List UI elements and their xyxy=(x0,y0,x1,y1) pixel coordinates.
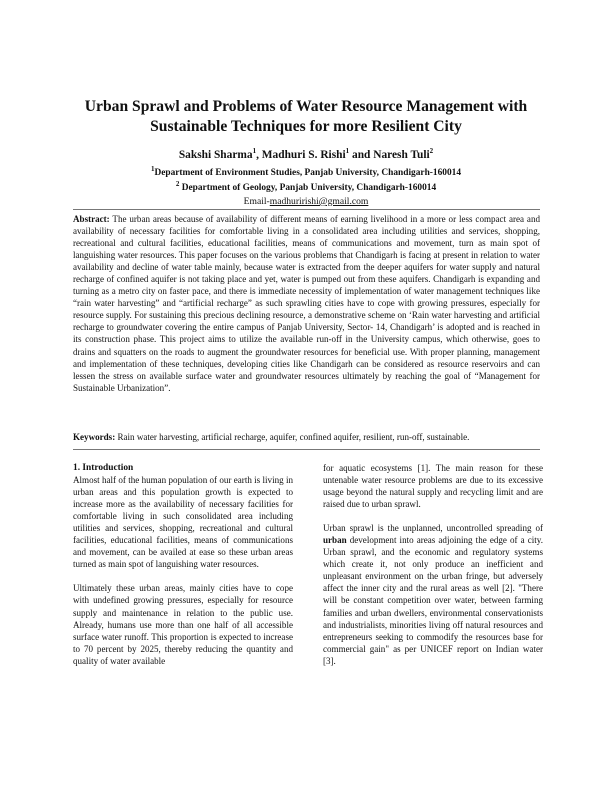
paragraph xyxy=(323,522,543,667)
abstract xyxy=(73,213,540,394)
author-separator: and xyxy=(349,148,374,161)
paragraph-text: Urban sprawl is the unplanned, uncontrolled spreading of xyxy=(323,523,543,534)
email-link[interactable]: madhuririshi@gmail.com xyxy=(269,196,369,207)
author-list xyxy=(60,147,552,161)
email-label: Email- xyxy=(243,196,270,207)
abstract-label: Abstract: xyxy=(73,214,110,224)
author-name: Sakshi Sharma xyxy=(178,148,253,161)
paragraph: Almost half of the human population of our earth is living in urban areas and this population growth is expected to increase more as the availability of necessary facilities for comfortable living in such consolidated area including utilities and services, shopping, recreational and cultural facilities, educational facilities, means of communications and movement, can be availed at ease so these urban areas turned as main spot of languishing water resources. xyxy=(73,475,293,570)
author-affiliation-mark: 2 xyxy=(429,147,434,155)
abstract-text: The urban areas because of availability of different means of earning livelihood in a more or less compact area and availability of necessary facilities for comfortable living in a consolidated area including utilities and services, shopping, recreational and cultural facilities, educational facilities, means of communications and movement, turn as main spot of languishing water resources. This paper focuses on the various problems that Chandigarh is facing at present in relation to water availability and decline of water table mainly, because water is extracted from the deeper aquifers for water supply and natural recharge of confined aquifer is not taking place and yet, water is pumped out from these aquifers. Chandigarh is expanding and turning as a metro city on faster pace, and there is immediate necessity of implementation of water management techniques like “rain water harvesting” and “artificial recharge” as such sprawling cities have to cope with growing pressures, especially for resource supply. For sustaining this precious declining resource, a demonstrative scheme on ‘Rain water harvesting and artificial recharge to groundwater covering the entire campus of Panjab University, Sector- 14, Chandigarh’ is adopted and is reached in its construction phase. This project aims to utilize the available run-off in the University campus, which otherwise, goes to drains and squatters on the roads to augment the groundwater resources for beneficial use. With proper planning, management and implementation of these techniques, developing cities like Chandigarh can be considered as resource reservoirs and can lessen the stress on available surface water and groundwater resources ultimately by reaching the goal of “Management for Sustainable Urbanization”. xyxy=(73,214,540,393)
affiliation-text: Department of Environment Studies, Panjab University, Chandigarh-160014 xyxy=(154,168,462,179)
paper-title: Urban Sprawl and Problems of Water Resource Management with Sustainable Techniques for more Resilient City xyxy=(84,98,528,135)
affiliation-1 xyxy=(60,165,552,178)
keywords-bottom-rule xyxy=(73,449,540,450)
affiliation-mark: 2 xyxy=(175,180,180,188)
paragraph: Ultimately these urban areas, mainly cities have to cope with undefined growing pressures, especially for resource supply and maintenance in relation to the public use. Already, humans use more than one half of all accessible surface water runoff. This proportion is expected to increase to 70 percent by 2025, thereby reducing the quantity and quality of water available xyxy=(73,583,293,666)
paragraph-text: development into areas adjoining the edge of a city. Urban sprawl, and the economic and regulatory systems which create it, not only produce an inefficient and unpleasant environment on the urban fringe, but adversely affect the inner city and the rural areas as well [2]. "There will be constant competition over water, between farming families and urban dwellers, environmental conservationists and industrialists, minorities living off natural resources and entrepreneurs seeking to commodify the resources base for commercial gain" as per UNICEF report on Indian water [3]. xyxy=(323,535,543,666)
contact-email xyxy=(60,196,552,207)
emphasis-word: urban xyxy=(323,535,347,546)
author-name: Madhuri S. Rishi xyxy=(261,148,346,161)
keywords-label: Keywords: xyxy=(73,432,116,442)
author-separator: , xyxy=(256,148,262,161)
author-name: Naresh Tuli xyxy=(373,148,430,161)
keywords-text: Rain water harvesting, artificial recharge, aquifer, confined aquifer, resilient, run-off, sustainable. xyxy=(117,432,470,442)
affiliation-mark: 1 xyxy=(150,165,155,173)
author-affiliation-mark: 1 xyxy=(345,147,350,155)
abstract-top-rule xyxy=(73,209,540,210)
author-affiliation-mark: 1 xyxy=(252,147,257,155)
right-column xyxy=(323,462,543,679)
keywords xyxy=(73,431,540,443)
section-heading: 1. Introduction xyxy=(73,463,134,473)
left-column xyxy=(73,462,293,679)
affiliation-2 xyxy=(60,180,552,193)
affiliation-text: Department of Geology, Panjab University, Chandigarh-160014 xyxy=(181,183,437,194)
paragraph: for aquatic ecosystems [1]. The main reason for these untenable water resource problems are due to its excessive usage beyond the natural supply and recycling limit and are raised due to urban sprawl. xyxy=(323,463,543,510)
